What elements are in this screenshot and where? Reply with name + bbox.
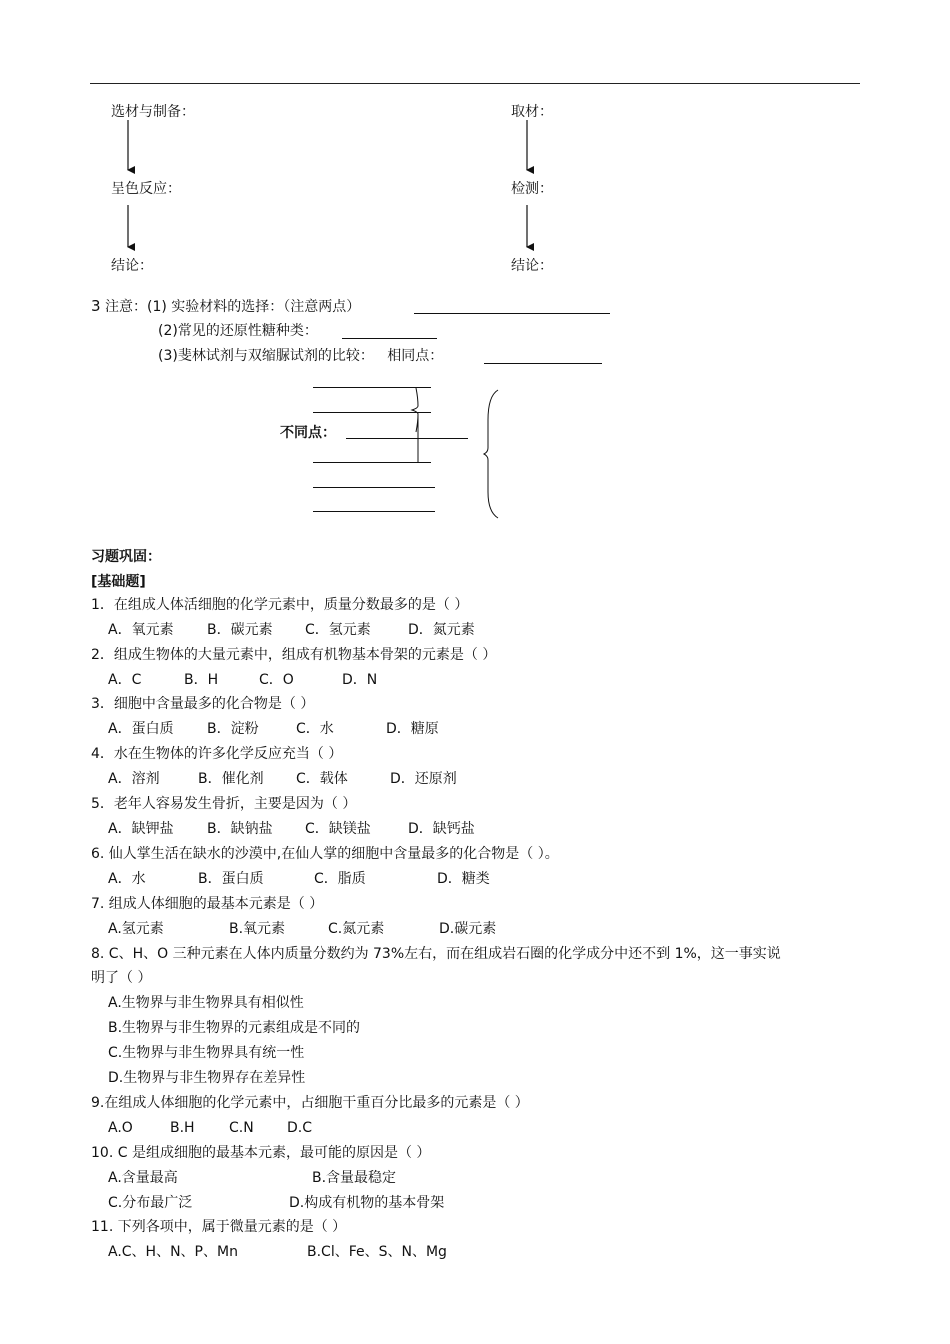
question-10: 10. C 是组成细胞的最基本元素，最可能的原因是（ ） — [91, 1145, 431, 1161]
blank-item-1 — [414, 313, 610, 314]
question-8-cont: 明了（ ） — [91, 970, 152, 986]
question-1: 1．在组成人体活细胞的化学元素中，质量分数最多的是（ ） — [91, 597, 469, 613]
flow-arrows — [0, 0, 950, 560]
option-10b: B.含量最稳定 — [312, 1170, 397, 1186]
option-4b: B．催化剂 — [198, 771, 264, 787]
notes-title: 注意： — [105, 299, 147, 315]
blank-diff-4 — [313, 511, 435, 512]
option-10a: A.含量最高 — [108, 1170, 178, 1186]
notes-item-3-label: (3)斐林试剂与双缩脲试剂的比较： — [158, 348, 374, 364]
option-5c: C．缺镁盐 — [305, 821, 371, 837]
blank-diff-2 — [313, 462, 431, 463]
question-6: 6. 仙人掌生活在缺水的沙漠中,在仙人掌的细胞中含量最多的化合物是（ ）。 — [91, 846, 559, 862]
brace-same — [412, 388, 418, 432]
option-1d: D．氮元素 — [408, 622, 475, 638]
blank-diff-3 — [313, 487, 435, 488]
question-2: 2．组成生物体的大量元素中，组成有机物基本骨架的元素是（ ） — [91, 647, 497, 663]
option-9b: B.H — [170, 1120, 195, 1136]
option-10c: C.分布最广泛 — [108, 1195, 193, 1211]
exercises-heading: 习题巩固： — [91, 549, 161, 565]
option-8d: D.生物界与非生物界存在差异性 — [108, 1070, 306, 1086]
option-7c: C.氮元素 — [328, 921, 385, 937]
flow-left-step-3: 结论： — [111, 258, 153, 274]
blank-same-2 — [313, 387, 431, 388]
question-11: 11. 下列各项中，属于微量元素的是（ ） — [91, 1219, 347, 1235]
question-3: 3．细胞中含量最多的化合物是（ ） — [91, 696, 315, 712]
option-8a: A.生物界与非生物界具有相似性 — [108, 995, 304, 1011]
notes-item-1: (1) 实验材料的选择：（注意两点） — [147, 299, 361, 315]
blank-diff-1 — [346, 438, 468, 439]
notes-item-3 — [158, 347, 443, 365]
blank-same-1 — [484, 363, 602, 364]
option-8b: B.生物界与非生物界的元素组成是不同的 — [108, 1020, 361, 1036]
option-11a: A.C、H、N、P、Mn — [108, 1244, 238, 1260]
flow-right-step-1: 取材： — [511, 104, 553, 120]
option-9c: C.N — [229, 1120, 254, 1136]
option-7d: D.碳元素 — [439, 921, 497, 937]
option-2a: A．C — [108, 672, 142, 688]
flow-right-step-2: 检测： — [511, 181, 553, 197]
same-label: 相同点： — [387, 348, 444, 364]
question-4: 4．水在生物体的许多化学反应充当（ ） — [91, 746, 343, 762]
question-5: 5．老年人容易发生骨折，主要是因为（ ） — [91, 796, 357, 812]
notes-line-1 — [91, 297, 360, 316]
option-7a: A.氢元素 — [108, 921, 164, 937]
option-2d: D．N — [342, 672, 378, 688]
option-3b: B．淀粉 — [207, 721, 259, 737]
option-6d: D．糖类 — [437, 871, 490, 887]
brace-diff — [484, 390, 498, 518]
option-4c: C．载体 — [296, 771, 348, 787]
option-5a: A．缺钾盐 — [108, 821, 174, 837]
question-8: 8. C、H、O 三种元素在人体内质量分数约为 73%左右，而在组成岩石圈的化学成分中还不到 1%，这一事实说 — [91, 946, 781, 962]
flow-left-step-2: 呈色反应： — [111, 181, 181, 197]
option-9d: D.C — [287, 1120, 313, 1136]
option-1a: A．氧元素 — [108, 622, 174, 638]
blank-item-2 — [342, 338, 437, 339]
notes-number: 3 — [91, 297, 101, 315]
option-6c: C．脂质 — [314, 871, 366, 887]
option-4d: D．还原剂 — [390, 771, 457, 787]
option-6b: B．蛋白质 — [198, 871, 264, 887]
option-5b: B．缺钠盐 — [207, 821, 273, 837]
option-2b: B．H — [184, 672, 219, 688]
option-9a: A.O — [108, 1120, 133, 1136]
option-3c: C．水 — [296, 721, 334, 737]
question-9: 9.在组成人体细胞的化学元素中，占细胞干重百分比最多的元素是（ ） — [91, 1095, 529, 1111]
option-1b: B．碳元素 — [207, 622, 273, 638]
option-11b: B.Cl、Fe、S、N、Mg — [307, 1244, 447, 1260]
option-8c: C.生物界与非生物界具有统一性 — [108, 1045, 305, 1061]
notes-item-2: (2)常见的还原性糖种类： — [158, 323, 318, 339]
option-1c: C．氢元素 — [305, 622, 371, 638]
diff-label: 不同点： — [280, 425, 336, 441]
blank-same-3 — [313, 412, 431, 413]
option-4a: A．溶剂 — [108, 771, 160, 787]
option-7b: B.氧元素 — [229, 921, 286, 937]
option-2c: C．O — [259, 672, 294, 688]
exercises-section: [基础题] — [91, 574, 146, 590]
flow-left-step-1: 选材与制备： — [111, 104, 195, 120]
flow-right-step-3: 结论： — [511, 258, 553, 274]
option-5d: D．缺钙盐 — [408, 821, 475, 837]
option-3a: A．蛋白质 — [108, 721, 174, 737]
option-3d: D．糖原 — [386, 721, 439, 737]
option-6a: A．水 — [108, 871, 146, 887]
option-10d: D.构成有机物的基本骨架 — [289, 1195, 445, 1211]
question-7: 7. 组成人体细胞的最基本元素是（ ） — [91, 896, 324, 912]
